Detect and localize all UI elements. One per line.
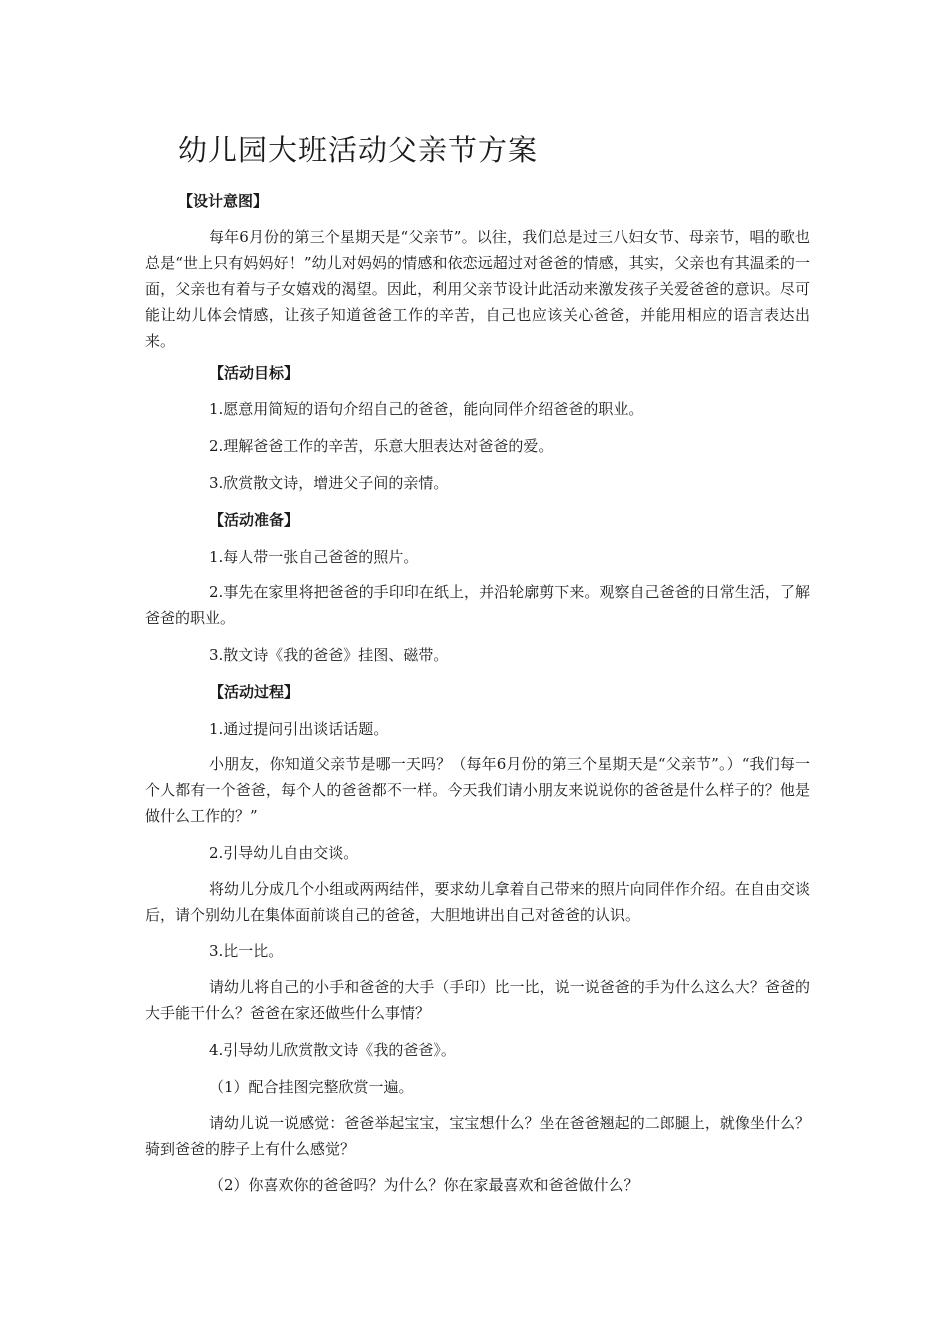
process-step-2-text: 将幼儿分成几个小组或两两结伴，要求幼儿拿着自己带来的照片向同伴作介绍。在自由交谈后，请个别幼儿在集体面前谈自己的爸爸，大胆地讲出自己对爸爸的认识。 [145, 880, 810, 924]
heading-process: 【活动过程】 [209, 683, 300, 701]
heading-preparation: 【活动准备】 [209, 511, 300, 529]
process-sub-2: （2）你喜欢你的爸爸吗？为什么？你在家最喜欢和爸爸做什么？ [209, 1176, 639, 1194]
goal-item-1: 1.愿意用简短的语句介绍自己的爸爸，能向同伴介绍爸爸的职业。 [209, 400, 644, 418]
prep-item-3: 3.散文诗《我的爸爸》挂图、磁带。 [209, 646, 449, 664]
page-title: 幼儿园大班活动父亲节方案 [178, 133, 539, 167]
heading-design-intent: 【设计意图】 [178, 192, 269, 210]
process-step-1: 1.通过提问引出谈话话题。 [209, 720, 389, 738]
process-step-3: 3.比一比。 [209, 942, 284, 960]
process-step-1-text: 小朋友，你知道父亲节是哪一天吗？（每年6月份的第三个星期天是“父亲节”。）“我们每一个人都有一个爸爸，每个人的爸爸都不一样。今天我们请小朋友来说说你的爸爸是什么样子的？他是做什么工作的？” [145, 755, 810, 825]
process-step-4: 4.引导幼儿欣赏散文诗《我的爸爸》。 [209, 1041, 456, 1059]
process-sub-1: （1）配合挂图完整欣赏一遍。 [209, 1078, 414, 1096]
process-sub-1-text: 请幼儿说一说感觉：爸爸举起宝宝，宝宝想什么？坐在爸爸翘起的二郎腿上，就像坐什么？骑到爸爸的脖子上有什么感觉？ [145, 1114, 810, 1158]
paragraph-design-intent: 每年6月份的第三个星期天是“父亲节”。以往，我们总是过三八妇女节、母亲节，唱的歌也总是“世上只有妈妈好！”幼儿对妈妈的情感和依恋远超过对爸爸的情感，其实，父亲也有其温柔的一面，父亲也有着与子女嬉戏的渴望。因此，利用父亲节设计此活动来激发孩子关爱爸爸的意识。尽可能让幼儿体会情感，让孩子知道爸爸工作的辛苦，自己也应该关心爸爸，并能用相应的语言表达出来。 [145, 228, 810, 350]
goal-item-2: 2.理解爸爸工作的辛苦，乐意大胆表达对爸爸的爱。 [209, 437, 554, 455]
heading-goals: 【活动目标】 [209, 364, 300, 382]
prep-item-1: 1.每人带一张自己爸爸的照片。 [209, 548, 419, 566]
process-step-3-text: 请幼儿将自己的小手和爸爸的大手（手印）比一比，说一说爸爸的手为什么这么大？爸爸的大手能干什么？爸爸在家还做些什么事情？ [145, 978, 810, 1022]
goal-item-3: 3.欣赏散文诗，增进父子间的亲情。 [209, 474, 449, 492]
process-step-2: 2.引导幼儿自由交谈。 [209, 844, 359, 862]
prep-item-2: 2.事先在家里将把爸爸的手印印在纸上，并沿轮廓剪下来。观察自己爸爸的日常生活，了解爸爸的职业。 [145, 583, 810, 627]
